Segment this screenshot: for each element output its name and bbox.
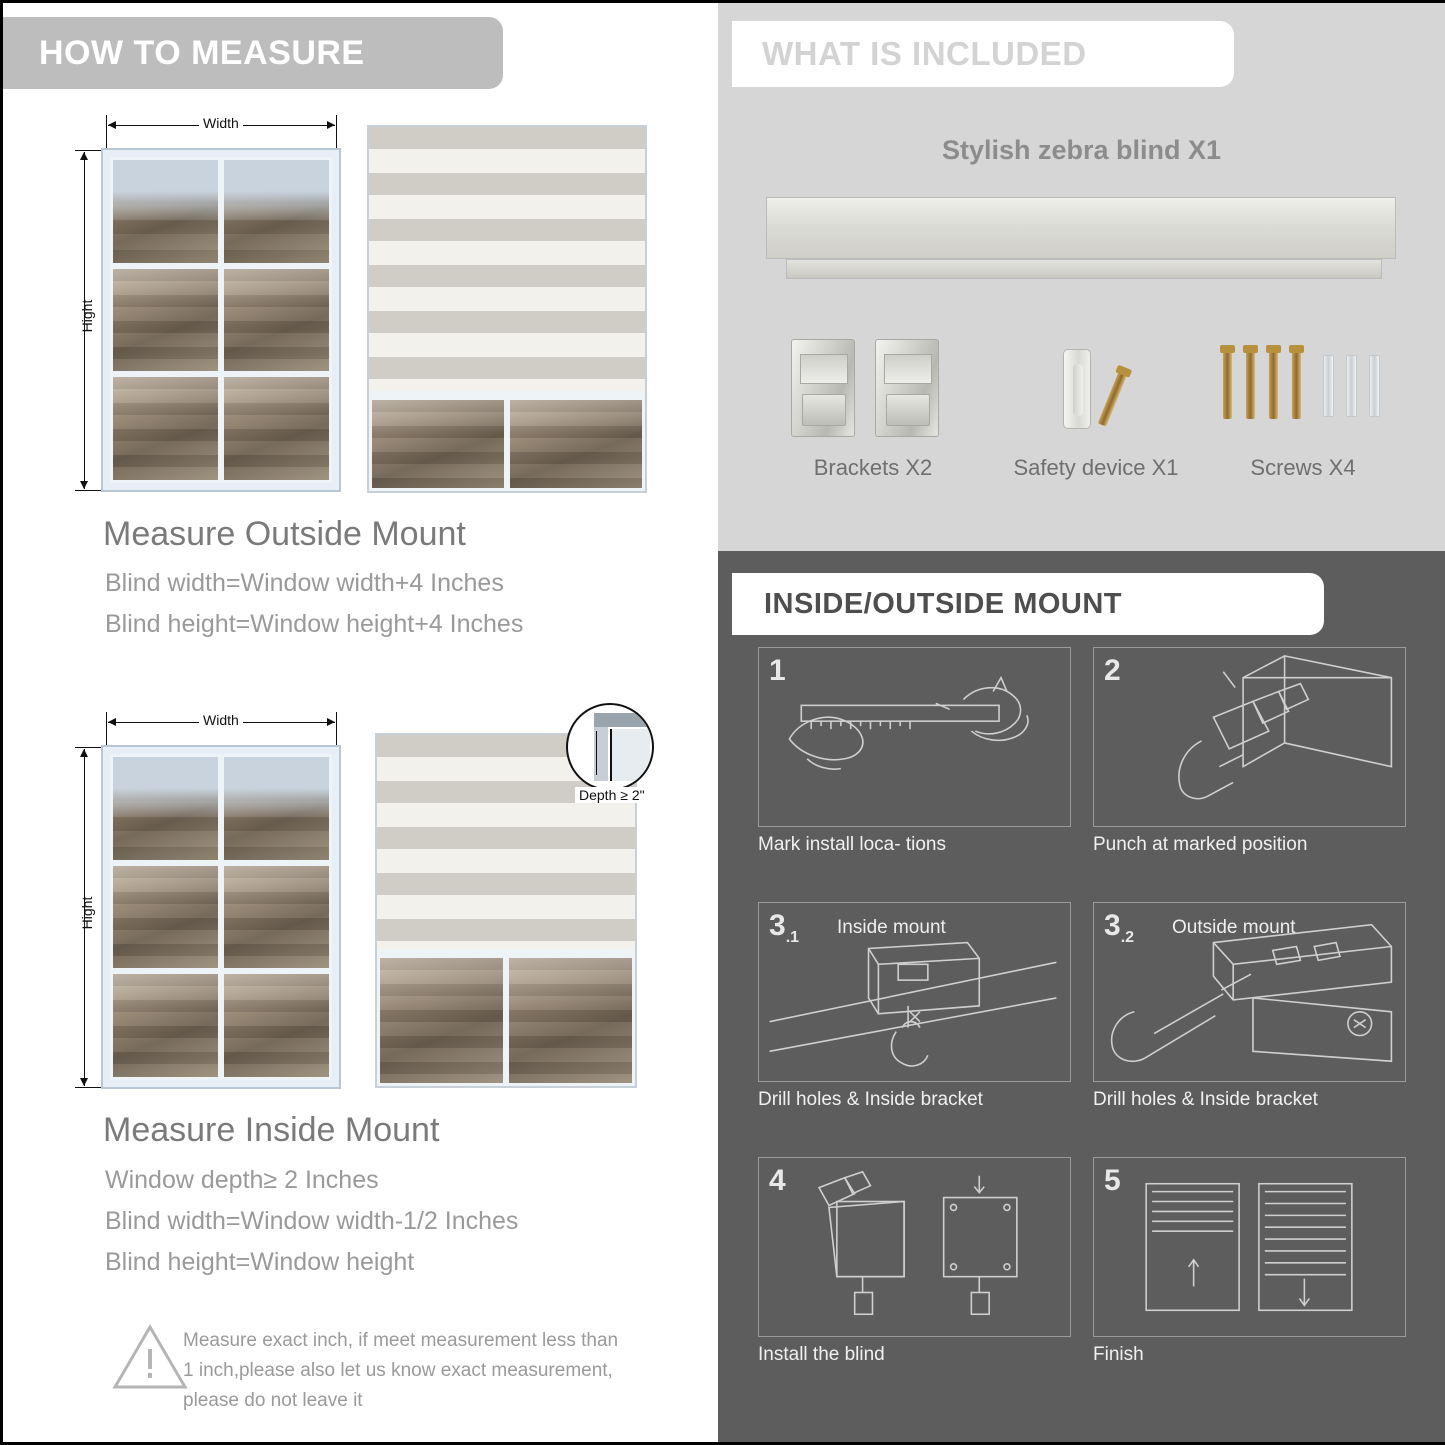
screw-icon — [1098, 371, 1127, 426]
step-3-1 — [758, 902, 1071, 1111]
window-pane — [110, 971, 221, 1080]
safety-device-label: Safety device X1 — [1013, 455, 1179, 480]
height-tick-bottom-inside — [75, 1087, 107, 1088]
depth-callout-circle — [566, 703, 654, 791]
step-4-sketch — [759, 1158, 1070, 1336]
headrail-top — [766, 197, 1396, 259]
width-tick-right-inside — [336, 712, 337, 752]
window-pane — [221, 754, 332, 863]
brackets-label: Brackets X2 — [813, 455, 933, 480]
blind-fabric-outside — [369, 127, 645, 395]
blind-window-panes-outside — [369, 397, 645, 491]
window-panes-inside — [110, 754, 332, 1080]
window-pane — [221, 266, 332, 375]
screw-icon — [1223, 351, 1232, 419]
outside-mount-line-2: Blind height=Window height+4 Inches — [105, 610, 524, 638]
step-3-1-illustration — [758, 902, 1071, 1082]
step-3-2-subtitle: Outside mount — [1172, 917, 1296, 938]
screw-part-3 — [1269, 351, 1278, 419]
anchor-icon — [1369, 355, 1380, 417]
window-pane — [507, 397, 645, 491]
window-pane — [221, 971, 332, 1080]
step-1-caption: Mark install loca- tions — [758, 834, 946, 855]
window-pane — [110, 266, 221, 375]
step-4 — [758, 1157, 1071, 1366]
what-is-included-panel — [718, 3, 1445, 551]
step-2-caption: Punch at marked position — [1093, 834, 1308, 855]
window-pane — [110, 157, 221, 266]
window-pane — [369, 397, 507, 491]
blind-outside — [367, 125, 647, 493]
step-5-illustration — [1093, 1157, 1406, 1337]
anchor-part-1 — [1323, 355, 1334, 417]
depth-label: Depth ≥ 2" — [575, 787, 649, 803]
window-pane — [221, 374, 332, 483]
step-2 — [1093, 647, 1406, 856]
window-outside — [103, 150, 339, 490]
step-4-illustration — [758, 1157, 1071, 1337]
how-to-measure-header — [3, 17, 503, 89]
step-1-illustration — [758, 647, 1071, 827]
step-5 — [1093, 1157, 1406, 1366]
bracket-icon — [875, 339, 939, 437]
window-pane — [110, 754, 221, 863]
outside-mount-line-1: Blind width=Window width+4 Inches — [105, 569, 504, 597]
anchor-icon — [1346, 355, 1357, 417]
blind-window-inside — [377, 949, 635, 1086]
bracket-part-2 — [875, 339, 939, 437]
window-panes-outside — [110, 157, 332, 483]
how-to-measure-header-label: HOW TO MEASURE — [39, 33, 365, 72]
step-2-illustration — [1093, 647, 1406, 827]
headrail-bottom — [786, 259, 1382, 279]
height-tick-bottom — [75, 490, 107, 491]
screw-icon — [1269, 351, 1278, 419]
window-inside — [103, 747, 339, 1087]
window-pane — [221, 863, 332, 972]
step-3-2-caption: Drill holes & Inside bracket — [1093, 1089, 1318, 1110]
step-4-caption: Install the blind — [758, 1344, 885, 1365]
step-1-number: 1 — [769, 654, 786, 687]
step-3-1-number: $3_{.1}$ — [769, 909, 800, 946]
step-5-number: 5 — [1104, 1164, 1121, 1197]
step-3-2 — [1093, 902, 1406, 1111]
step-1 — [758, 647, 1071, 856]
width-label-inside: Width — [199, 712, 243, 728]
safety-device-part — [1063, 349, 1091, 429]
screw-icon — [1292, 351, 1301, 419]
inside-mount-line-2: Blind width=Window width-1/2 Inches — [105, 1207, 519, 1235]
mount-header-label: INSIDE/OUTSIDE MOUNT — [764, 587, 1123, 620]
screw-part-1 — [1223, 351, 1232, 419]
bracket-icon — [791, 339, 855, 437]
safety-device-icon — [1063, 349, 1091, 429]
step-3-1-subtitle: Inside mount — [837, 917, 946, 938]
mount-header — [732, 573, 1324, 635]
step-5-caption: Finish — [1093, 1344, 1144, 1365]
window-pane — [110, 863, 221, 972]
inside-mount-line-1: Window depth≥ 2 Inches — [105, 1166, 379, 1194]
inside-mount-title: Measure Inside Mount — [103, 1111, 440, 1149]
step-3-2-number: $3_{.2}$ — [1104, 909, 1135, 946]
anchor-part-3 — [1369, 355, 1380, 417]
anchor-icon — [1323, 355, 1334, 417]
width-tick-left-inside — [106, 712, 107, 752]
product-title: Stylish zebra blind X1 — [941, 135, 1222, 165]
safety-screw-part — [1098, 371, 1127, 426]
window-pane — [221, 157, 332, 266]
screw-icon — [1246, 351, 1255, 419]
step-3-2-illustration — [1093, 902, 1406, 1082]
inside-mount-line-3: Blind height=Window height — [105, 1248, 415, 1276]
warning-triangle-icon — [111, 1321, 189, 1393]
how-to-measure-panel — [3, 3, 718, 1442]
blind-window-panes-inside — [377, 955, 635, 1086]
parts-row — [718, 333, 1445, 480]
screw-part-2 — [1246, 351, 1255, 419]
step-3-1-caption: Drill holes & Inside bracket — [758, 1089, 983, 1110]
step-4-number: 4 — [769, 1164, 786, 1197]
blind-window-outside — [369, 391, 645, 491]
what-is-included-header — [732, 21, 1234, 87]
width-label-outside: Width — [199, 115, 243, 131]
measure-note: Measure exact inch, if meet measurement less than 1 inch,please also let us know exact measurement, please do not leave it — [183, 1330, 619, 1411]
headrail-image — [766, 197, 1396, 285]
step-5-sketch — [1094, 1158, 1405, 1336]
screws-label: Screws X4 — [1250, 455, 1356, 480]
screw-part-4 — [1292, 351, 1301, 419]
height-label-outside: Hight — [79, 299, 95, 333]
height-label-inside: Hight — [79, 896, 95, 930]
window-pane — [377, 955, 506, 1086]
step-1-sketch — [759, 648, 1070, 826]
what-is-included-header-label: WHAT IS INCLUDED — [762, 35, 1087, 72]
anchor-part-2 — [1346, 355, 1357, 417]
bracket-part-1 — [791, 339, 855, 437]
warning-icon — [111, 1321, 189, 1393]
window-pane — [506, 955, 635, 1086]
inside-outside-mount-panel — [718, 551, 1445, 1442]
window-pane — [110, 374, 221, 483]
step-2-sketch — [1094, 648, 1405, 826]
step-2-number: 2 — [1104, 654, 1121, 687]
outside-mount-title: Measure Outside Mount — [103, 515, 466, 553]
